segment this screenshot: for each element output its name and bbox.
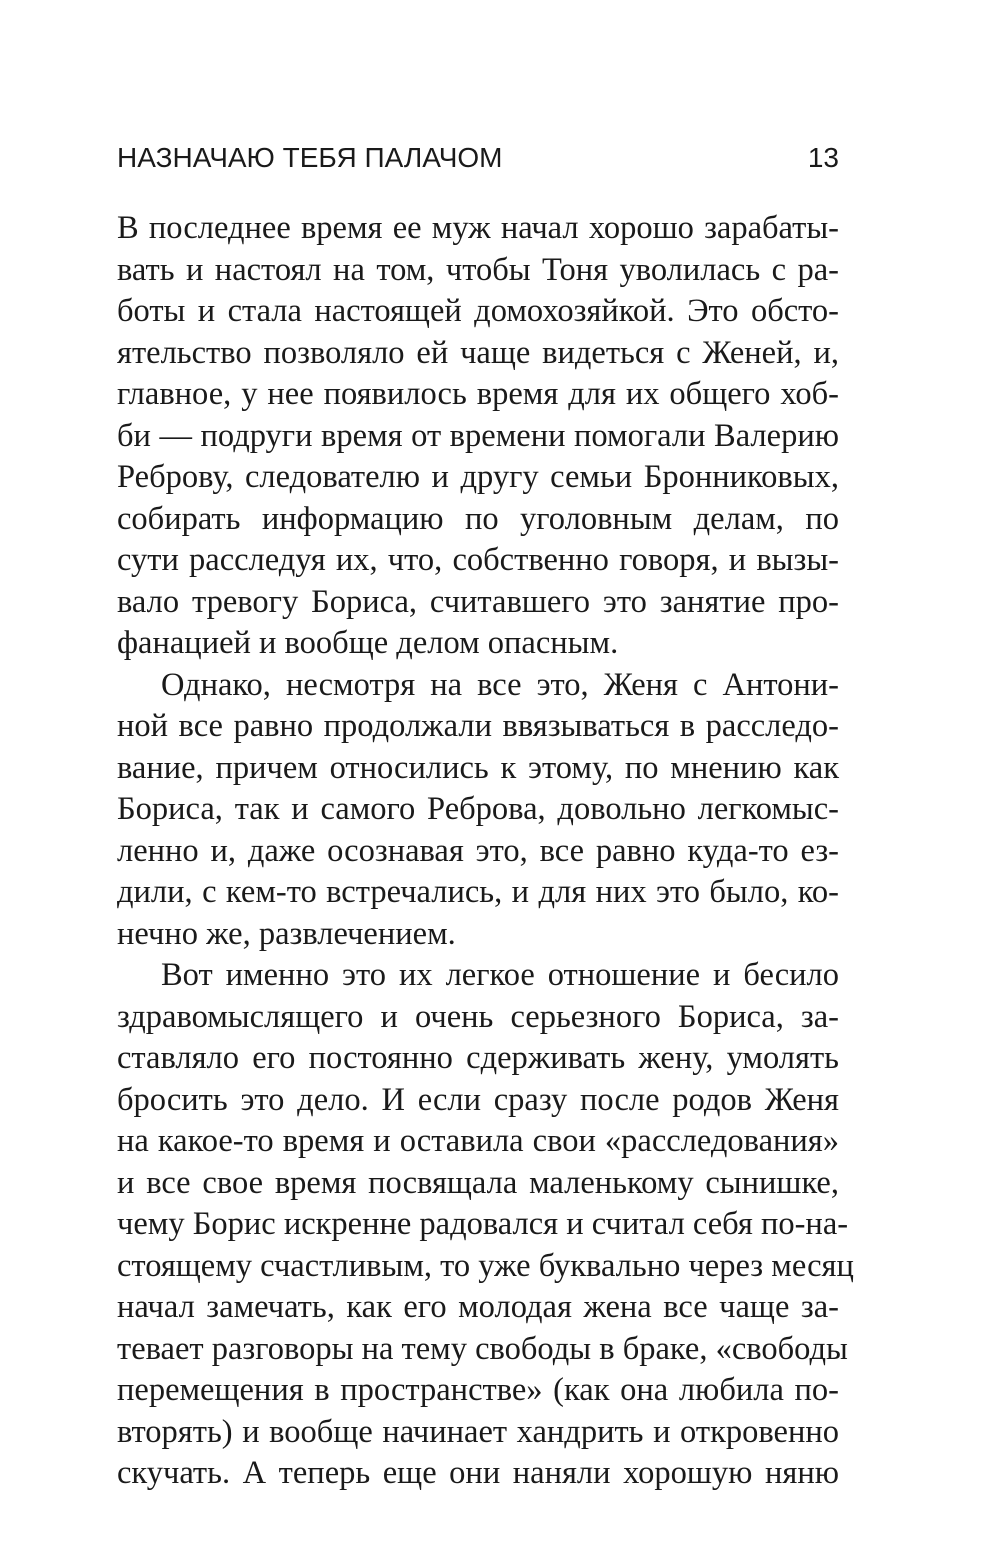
text-line: чему Борис искренне радовался и считал себя по-на- [117,1206,849,1242]
text-line: ятельство позволяло ей чаще видеться с Женей, и, [117,334,839,371]
text-line: ленно и, даже осознавая это, все равно куда-то ез- [117,832,839,869]
text-line: Бориса, так и самого Реброва, довольно легкомыс- [117,791,839,827]
text-line: тевает разговоры на тему свободы в браке, «свободы [117,1330,848,1367]
text-line: вать и настоял на том, чтобы Тоня уволилась с ра- [117,251,839,288]
paragraph [117,208,839,665]
text-line: вторять) и вообще начинает хандрить и откровенно [117,1413,839,1450]
text-line: главное, у нее появилось время для их общего хоб- [117,376,839,412]
text-line: и все свое время посвящала маленькому сынишке, [117,1164,839,1201]
text-line: Однако, несмотря на все это, Женя с Антони- [161,666,839,703]
text-line: сути расследуя их, что, собственно говоря, и вызы- [117,542,839,578]
page-number: 13 [807,142,839,173]
text-line: вание, причем относились к этому, по мнению как [117,749,839,786]
running-head [117,138,839,178]
text-line: дили, с кем-то встречались, и для них это было, ко- [117,874,839,910]
text-line: ставляло его постоянно сдерживать жену, умолять [117,1040,839,1076]
text-line: Вот именно это их легкое отношение и бесило [161,957,839,993]
text-line: фанацией и вообще делом опасным. [117,625,619,661]
text-line: начал замечать, как его молодая жена все чаще за- [117,1289,839,1325]
text-line: скучать. А теперь еще они наняли хорошую няню [117,1455,839,1491]
text-line: Реброву, следователю и другу семьи Бронниковых, [117,459,839,495]
text-line: стоящему счастливым, то уже буквально через месяц [117,1247,854,1284]
text-line: здравомыслящего и очень серьезного Бориса, за- [117,998,839,1035]
text-line: ной все равно продолжали ввязываться в расследо- [117,708,839,744]
text-line: боты и стала настоящей домохозяйкой. Это обсто- [117,293,839,329]
text-line: перемещения в пространстве» (как она любила по- [117,1372,839,1408]
text-line: собирать информацию по уголовным делам, по [117,500,839,537]
text-line: нечно же, развлечением. [117,915,456,952]
paragraph [117,955,854,1495]
body-text [117,208,854,1495]
text-line: В последнее время ее муж начал хорошо зарабаты- [117,210,839,246]
running-head-title: НАЗНАЧАЮ ТЕБЯ ПАЛАЧОМ [117,142,503,173]
paragraph [117,665,839,956]
text-line: на какое-то время и оставила свои «расследования» [117,1123,839,1159]
text-line: бросить это дело. И если сразу после родов Женя [117,1081,839,1118]
text-line: би — подруги время от времени помогали Валерию [117,417,839,454]
text-line: вало тревогу Бориса, считавшего это занятие про- [117,583,839,620]
